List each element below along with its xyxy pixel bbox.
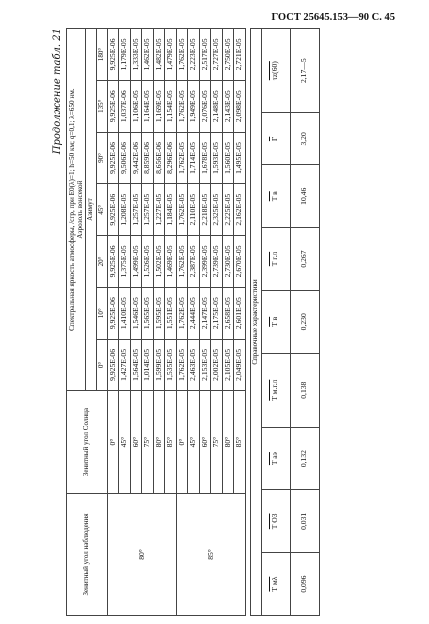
reference-value-cell: 0,138 xyxy=(290,353,319,427)
value-cell: 1,949E-05 xyxy=(188,80,200,132)
value-cell: 2,098E-05 xyxy=(234,80,246,132)
reference-header-cell: Г xyxy=(261,113,290,165)
value-cell: 2,175E-05 xyxy=(211,287,223,339)
col-zenith-sun: Зенитный угол Солнца xyxy=(67,391,108,494)
value-cell: 2,325E-05 xyxy=(211,184,223,236)
value-cell: 2,727E-05 xyxy=(211,29,223,81)
azimuth-cell: 45° xyxy=(96,184,107,236)
value-cell: 1,762E-05 xyxy=(176,132,188,184)
value-cell: 2,162E-05 xyxy=(234,184,246,236)
value-cell: 2,387E-05 xyxy=(188,236,200,288)
value-cell: 1,184E-05 xyxy=(165,184,177,236)
value-cell: 1,595E-05 xyxy=(153,287,165,339)
value-cell: 1,593E-05 xyxy=(211,132,223,184)
sun-angle-cell: 80° xyxy=(222,391,234,494)
table-row xyxy=(107,29,119,616)
value-cell: 1,762E-05 xyxy=(176,287,188,339)
value-cell: 9,925E-06 xyxy=(107,236,119,288)
value-cell: 1,560E-05 xyxy=(222,132,234,184)
reference-value-cell: 0,096 xyxy=(290,553,319,616)
reference-value-cell: 0,267 xyxy=(290,228,319,291)
table-caption xyxy=(67,29,86,391)
value-cell: 1,714E-05 xyxy=(188,132,200,184)
reference-header-row xyxy=(261,29,290,616)
sun-angle-cell: 60° xyxy=(199,391,211,494)
value-cell: 2,002E-05 xyxy=(211,339,223,391)
sun-angle-cell: 0° xyxy=(107,391,119,494)
value-cell: 2,730E-05 xyxy=(222,236,234,288)
azimuth-cell: 180° xyxy=(96,29,107,81)
value-cell: 1,526E-05 xyxy=(142,236,154,288)
value-cell: 2,399E-05 xyxy=(199,236,211,288)
sun-angle-cell: 45° xyxy=(119,391,131,494)
value-cell: 2,517E-05 xyxy=(199,29,211,81)
value-cell: 2,670E-05 xyxy=(234,236,246,288)
value-cell: 9,925E-06 xyxy=(107,80,119,132)
value-cell: 2,739E-05 xyxy=(211,236,223,288)
value-cell: 1,208E-05 xyxy=(119,184,131,236)
value-cell: 1,427E-05 xyxy=(119,339,131,391)
value-cell: 1,535E-05 xyxy=(165,339,177,391)
reference-value-cell: 0,031 xyxy=(290,490,319,553)
value-cell: 1,375E-05 xyxy=(119,236,131,288)
value-cell: 2,153E-05 xyxy=(199,339,211,391)
value-cell: 1,499E-05 xyxy=(130,236,142,288)
azimuth-header: Азимут xyxy=(86,29,97,391)
value-cell: 2,147E-05 xyxy=(199,287,211,339)
value-cell: 2,223E-05 xyxy=(188,29,200,81)
value-cell: 2,444E-05 xyxy=(188,287,200,339)
sun-angle-cell: 45° xyxy=(188,391,200,494)
value-cell: 2,721E-05 xyxy=(234,29,246,81)
sun-angle-cell: 75° xyxy=(142,391,154,494)
page-header: ГОСТ 25645.153—90 С. 45 xyxy=(271,12,395,23)
aerosol-text: Аэрозоль вонсекой xyxy=(76,180,85,239)
value-cell: 2,463E-05 xyxy=(188,339,200,391)
data-table xyxy=(66,28,246,616)
azimuth-cell: 10° xyxy=(96,287,107,339)
value-cell: 1,678E-05 xyxy=(199,132,211,184)
value-cell: 1,502E-05 xyxy=(153,236,165,288)
value-cell: 1,037E-06 xyxy=(119,80,131,132)
reference-value-cell: 2,17—5 xyxy=(290,29,319,113)
value-cell: 1,762E-05 xyxy=(176,184,188,236)
value-cell: 2,218E-05 xyxy=(199,184,211,236)
reference-header-cell: T г.л xyxy=(261,228,290,291)
value-cell: 9,442E-06 xyxy=(130,132,142,184)
value-cell: 1,762E-05 xyxy=(176,80,188,132)
value-cell: 1,599E-05 xyxy=(153,339,165,391)
value-cell: 8,296E-06 xyxy=(165,132,177,184)
value-cell: 2,110E-05 xyxy=(188,184,200,236)
value-cell: 1,257E-05 xyxy=(130,184,142,236)
reference-header-cell: T мλ xyxy=(261,553,290,616)
value-cell: 2,105E-05 xyxy=(222,339,234,391)
value-cell: 2,601E-05 xyxy=(234,287,246,339)
value-cell: 1,106E-05 xyxy=(130,80,142,132)
reference-header-cell: T в xyxy=(261,290,290,353)
value-cell: 1,257E-05 xyxy=(142,184,154,236)
azimuth-cell: 0° xyxy=(96,339,107,391)
value-cell: 1,227E-05 xyxy=(153,184,165,236)
value-cell: 2,148E-05 xyxy=(211,80,223,132)
sun-angle-cell: 80° xyxy=(153,391,165,494)
value-cell: 1,762E-05 xyxy=(176,236,188,288)
value-cell: 9,925E-06 xyxy=(107,132,119,184)
azimuth-cell: 90° xyxy=(96,132,107,184)
rotated-table-block xyxy=(52,28,402,616)
sun-angle-cell: 60° xyxy=(130,391,142,494)
reference-value-cell: 3,20 xyxy=(290,113,319,165)
value-cell: 1,469E-05 xyxy=(165,236,177,288)
value-cell: 9,925E-06 xyxy=(107,287,119,339)
reference-value-cell: 0,132 xyxy=(290,427,319,490)
value-cell: 1,762E-05 xyxy=(176,339,188,391)
table-body xyxy=(107,29,245,616)
reference-header-cell: T аэ xyxy=(261,427,290,490)
value-cell: 1,179E-05 xyxy=(119,29,131,81)
col-zenith-obs: Зенитный угол наблюдения xyxy=(67,493,108,615)
reference-table xyxy=(250,28,320,616)
value-cell: 8,859E-06 xyxy=(142,132,154,184)
value-cell: 1,014E-05 xyxy=(142,339,154,391)
azimuth-cell: 20° xyxy=(96,236,107,288)
value-cell: 8,656E-06 xyxy=(153,132,165,184)
value-cell: 1,551E-05 xyxy=(165,287,177,339)
value-cell: 1,462E-05 xyxy=(142,29,154,81)
value-cell: 1,565E-05 xyxy=(142,287,154,339)
value-cell: 2,143E-05 xyxy=(222,80,234,132)
value-cell: 9,925E-06 xyxy=(107,29,119,81)
value-cell: 1,546E-05 xyxy=(130,287,142,339)
reference-header-cell: T в xyxy=(261,165,290,228)
value-cell: 1,479E-05 xyxy=(165,29,177,81)
value-cell: 2,049E-05 xyxy=(234,339,246,391)
value-cell: 1,410E-05 xyxy=(119,287,131,339)
value-cell: 1,482E-05 xyxy=(153,29,165,81)
reference-value-cell: 0,230 xyxy=(290,290,319,353)
reference-title: Справочные характеристики xyxy=(250,29,261,616)
value-cell: 1,154E-05 xyxy=(165,80,177,132)
value-cell: 9,925E-06 xyxy=(107,184,119,236)
value-cell: 1,495E-05 xyxy=(234,132,246,184)
value-cell: 2,658E-05 xyxy=(222,287,234,339)
sun-angle-cell: 75° xyxy=(211,391,223,494)
reference-header-cell: T м.г.л xyxy=(261,353,290,427)
value-cell: 1,164E-05 xyxy=(142,80,154,132)
sun-angle-cell: 0° xyxy=(176,391,188,494)
continuation-label: Продолжение табл. 21 xyxy=(52,28,63,155)
value-cell: 2,750E-05 xyxy=(222,29,234,81)
table-row xyxy=(176,29,188,616)
value-cell: 1,169E-05 xyxy=(153,80,165,132)
value-cell: 1,564E-05 xyxy=(130,339,142,391)
value-cell: 9,506E-06 xyxy=(119,132,131,184)
sun-angle-cell: 85° xyxy=(234,391,246,494)
obs-angle-cell: 80° xyxy=(107,493,176,615)
reference-header-cell: T O3 xyxy=(261,490,290,553)
azimuth-cell: 135° xyxy=(96,80,107,132)
reference-value-row xyxy=(290,29,319,616)
caption-text: Спектральная яркость атмосферы, /сгр, при E0(λ)=1; h=50 км; q=0,1; λ=650 нм. xyxy=(68,88,76,331)
value-cell: 2,225E-05 xyxy=(222,184,234,236)
sun-angle-cell: 85° xyxy=(165,391,177,494)
reference-value-cell: 10,46 xyxy=(290,165,319,228)
reference-header-cell: τz(60) xyxy=(261,29,290,113)
value-cell: 1,333E-05 xyxy=(130,29,142,81)
value-cell: 1,762E-05 xyxy=(176,29,188,81)
value-cell: 9,925E-06 xyxy=(107,339,119,391)
value-cell: 2,076E-05 xyxy=(199,80,211,132)
obs-angle-cell: 85° xyxy=(176,493,245,615)
